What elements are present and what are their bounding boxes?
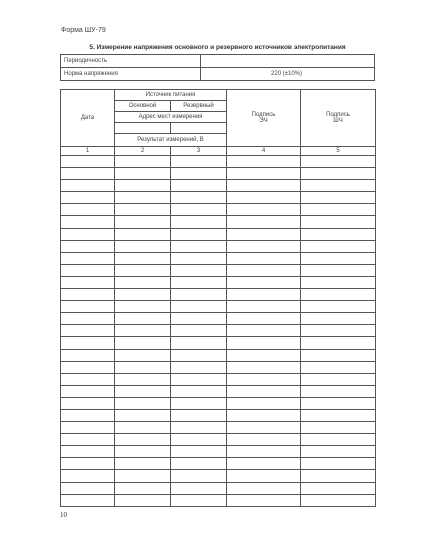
table-row [61,337,376,349]
table-cell [171,240,227,252]
table-cell [61,385,115,397]
table-cell [227,276,301,288]
table-cell [171,373,227,385]
table-cell [61,494,115,506]
table-cell [61,192,115,204]
table-row [61,216,376,228]
table-cell [115,470,171,482]
table-row [61,494,376,506]
info-table [60,54,375,81]
form-code: Форма ШУ-79 [61,27,106,34]
table-cell [227,228,301,240]
table-row [61,482,376,494]
table-row [61,192,376,204]
table-cell [115,361,171,373]
table-row [61,349,376,361]
table-cell [301,168,376,180]
sign-shch-header: Подпись ШЧ [301,90,376,147]
measurement-table [60,89,376,507]
table-cell [301,385,376,397]
table-cell [301,422,376,434]
table-row [61,397,376,409]
table-cell [227,446,301,458]
table-cell [115,434,171,446]
table-cell [301,409,376,421]
table-cell [227,156,301,168]
table-cell [301,252,376,264]
table-cell [61,361,115,373]
table-cell [227,361,301,373]
table-cell [301,361,376,373]
table-row [61,252,376,264]
table-cell [301,289,376,301]
col-number: 5 [301,147,376,156]
table-row [61,409,376,421]
table-cell [115,446,171,458]
table-cell [61,373,115,385]
table-cell [301,373,376,385]
table-cell [61,397,115,409]
table-cell [301,313,376,325]
table-cell [301,240,376,252]
table-cell [227,301,301,313]
table-cell [171,264,227,276]
table-row [61,204,376,216]
table-cell [301,156,376,168]
table-cell [171,385,227,397]
table-cell [61,216,115,228]
table-cell [61,156,115,168]
table-row [61,180,376,192]
table-cell [171,228,227,240]
table-row [61,325,376,337]
col-number: 4 [227,147,301,156]
table-cell [301,446,376,458]
table-cell [115,458,171,470]
table-cell [301,434,376,446]
table-cell [171,482,227,494]
table-cell [227,482,301,494]
table-cell [301,325,376,337]
table-cell [227,313,301,325]
table-cell [61,422,115,434]
table-cell [171,301,227,313]
table-cell [115,216,171,228]
table-cell [61,482,115,494]
table-cell [171,216,227,228]
table-row [61,276,376,288]
table-cell [115,264,171,276]
table-row [61,313,376,325]
column-number-row [61,147,376,156]
table-cell [227,337,301,349]
table-cell [171,470,227,482]
reserve-source-header: Резервный [171,101,227,112]
address-reserve-cell [171,123,227,134]
table-cell [301,458,376,470]
table-row [61,422,376,434]
table-cell [227,422,301,434]
table-cell [61,313,115,325]
table-cell [171,289,227,301]
table-cell [61,470,115,482]
table-cell [61,301,115,313]
table-row [61,264,376,276]
table-cell [115,228,171,240]
table-cell [61,409,115,421]
table-cell [301,397,376,409]
table-cell [115,422,171,434]
col-number: 1 [61,147,115,156]
table-cell [61,276,115,288]
page-number: 10 [60,511,67,519]
voltage-norm-label: Норма напряжения [61,68,201,81]
table-cell [301,228,376,240]
table-cell [171,313,227,325]
table-cell [227,434,301,446]
table-cell [301,180,376,192]
table-cell [61,446,115,458]
table-cell [61,168,115,180]
table-cell [115,180,171,192]
table-cell [301,470,376,482]
table-cell [227,180,301,192]
table-cell [171,156,227,168]
table-cell [171,446,227,458]
table-row [61,240,376,252]
table-cell [171,192,227,204]
table-cell [171,168,227,180]
table-row [61,301,376,313]
table-cell [301,494,376,506]
table-row [61,168,376,180]
table-cell [115,240,171,252]
table-cell [171,361,227,373]
table-cell [115,482,171,494]
table-row [61,289,376,301]
col-number: 2 [115,147,171,156]
table-cell [115,349,171,361]
voltage-norm-value: 220 (±10%) [201,68,375,81]
table-cell [227,494,301,506]
table-cell [61,240,115,252]
table-cell [115,337,171,349]
section-title: 5. Измерение напряжения основного и резервного источников электропитания [89,44,346,51]
table-cell [61,349,115,361]
data-rows [61,156,376,507]
table-row [61,446,376,458]
table-cell [227,325,301,337]
table-cell [115,494,171,506]
col-number: 3 [171,147,227,156]
table-cell [115,313,171,325]
table-cell [171,276,227,288]
table-row [61,228,376,240]
table-cell [301,192,376,204]
table-cell [115,373,171,385]
table-cell [171,434,227,446]
header-row-1 [61,90,376,101]
periodicity-value [201,55,375,68]
main-source-header: Основной [115,101,171,112]
table-cell [227,289,301,301]
table-cell [115,325,171,337]
table-cell [227,216,301,228]
table-cell [227,397,301,409]
table-cell [227,349,301,361]
table-cell [61,458,115,470]
table-cell [115,385,171,397]
table-cell [61,325,115,337]
table-cell [115,409,171,421]
table-cell [61,434,115,446]
table-cell [301,264,376,276]
table-cell [301,216,376,228]
table-cell [115,192,171,204]
voltage-norm-row [61,68,375,81]
table-cell [115,204,171,216]
table-cell [227,204,301,216]
table-cell [115,168,171,180]
table-cell [227,192,301,204]
table-row [61,361,376,373]
table-cell [115,397,171,409]
table-row [61,434,376,446]
table-cell [301,482,376,494]
table-cell [171,494,227,506]
address-main-cell [115,123,171,134]
table-cell [61,264,115,276]
table-cell [227,252,301,264]
date-header: Дата [61,90,115,147]
table-cell [61,180,115,192]
table-cell [301,337,376,349]
table-cell [227,240,301,252]
table-cell [115,289,171,301]
table-cell [171,422,227,434]
table-cell [115,276,171,288]
power-source-header: Источник питания [115,90,227,101]
table-cell [171,397,227,409]
table-cell [227,373,301,385]
table-row [61,373,376,385]
table-row [61,458,376,470]
table-cell [115,156,171,168]
table-cell [171,349,227,361]
table-cell [171,204,227,216]
table-cell [227,168,301,180]
table-cell [301,349,376,361]
table-row [61,156,376,168]
table-cell [171,337,227,349]
table-cell [227,385,301,397]
table-cell [61,228,115,240]
table-cell [171,180,227,192]
table-cell [301,204,376,216]
sign-ech-header: Подпись ЭЧ [227,90,301,147]
table-cell [227,409,301,421]
table-cell [61,337,115,349]
table-cell [171,325,227,337]
result-header: Результат измерений, В [115,134,227,147]
table-cell [301,301,376,313]
table-row [61,385,376,397]
table-cell [61,252,115,264]
table-cell [227,458,301,470]
table-cell [227,470,301,482]
table-row [61,470,376,482]
table-cell [171,409,227,421]
table-cell [115,252,171,264]
table-cell [61,289,115,301]
table-cell [171,458,227,470]
periodicity-row [61,55,375,68]
address-header: Адрес мест измерения [115,112,227,123]
table-cell [301,276,376,288]
table-cell [61,204,115,216]
periodicity-label: Периодичность [61,55,201,68]
table-cell [115,301,171,313]
table-cell [227,264,301,276]
table-cell [171,252,227,264]
